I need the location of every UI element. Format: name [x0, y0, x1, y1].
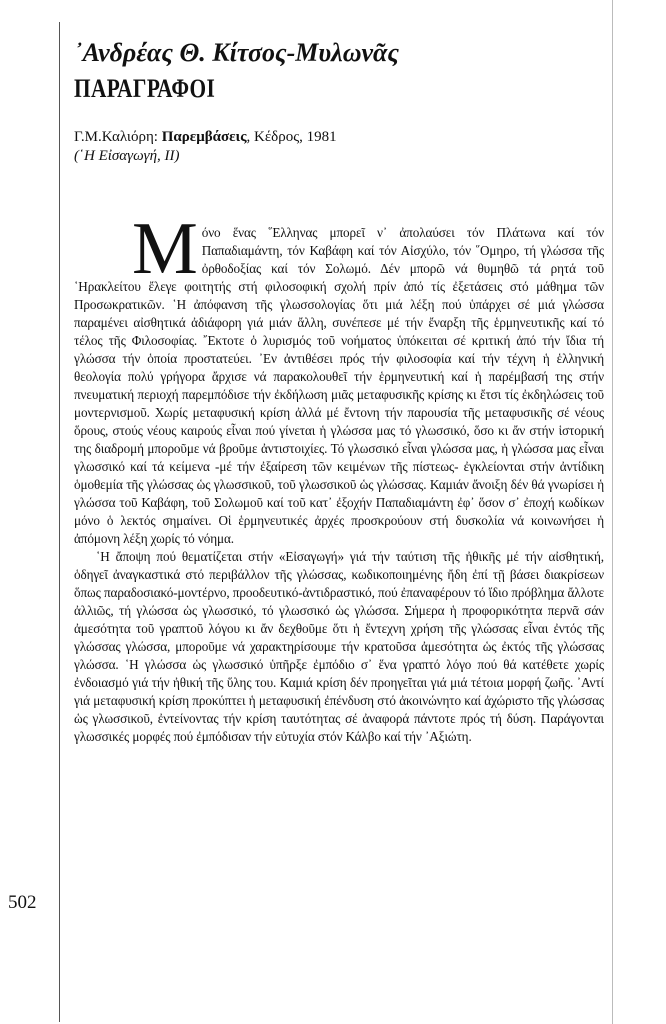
page-number: 502 — [8, 892, 37, 913]
paragraph-1-text: όνο ἕνας ῞Ελληνας μπορεῖ ν᾿ ἀπολαύσει τόν Πλάτωνα καί τόν Παπαδιαμάντη, τόν Καβάφη καί τόν Αἰσχύλο, τόν ῞Ομηρο, τή γλώσσα τῆς ὀρθοδοξίας καί τόν Σολωμό. Δέν μπορῶ νά θυμηθῶ τά ρητά τοῦ ῾Ηρακλείτου ἔλεγε φοιτητής στή φιλοσοφική σχολή πρίν ἀπό τίς ἐξετάσεις στό μάθημα τῶν Προσωκρατικῶν. ῾Η ἀπόφανση τῆς γλωσσολογίας ὅτι μιά λέξη πού ὑπάρχει σέ μιά γλώσσα παραμένει αἰσθητικά ἀδιάφορη γιά μιάν ἄλλη, συνέπεσε μέ τήν ἔναρξη τῆς ἑρμηνευτικῆς καί τό τέλος τῆς Φιλοσοφίας. ῎Εκτοτε ὁ λυρισμός τοῦ νοήματος ὑπόκειται σέ κριτική ἀπό τήν ἴδια τή γλώσσα τήν ὁποία προστατεύει. ᾿Εν ἀντιθέσει πρός τήν φιλοσοφία καί τήν τέχνη ἡ ἑλληνική θεολογία πολύ γρήγορα ἄρχισε νά παρακολουθεῖ τήν ἑρμηνευτική καί ἡ παρέμβασή της στήν πνευματική περιοχή παρεμπόδισε τήν ἐκδήλωση μιᾶς μεταφυσικῆς κρίσης κι ἔτσι τίς ἐκδηλώσεις τοῦ μοντερνισμοῦ. Χωρίς μεταφυσική κρίση ἀλλά μέ ἔντονη τήν παρουσία τῆς μεταφυσικῆς σέ νέους ὅρους, στούς νέους καιρούς εἶναι πού γίνεται ἡ γλώσσα μας τό γλωσσικό, ὅσο κι ἄν στήν ἱστορική της διαδρομή μποροῦμε νά βροῦμε ἀντιστοιχίες. Τό γλωσσικό εἶναι γλώσσα μας, ἡ γλώσσα μας εἶναι γλωσσικό καί τά κείμενα -μέ τήν ἐξαίρεση τῶν κειμένων τῆς πίστεως- ἐγκλείονται στήν ἀντίδικη ὁμοθεμία τῆς γλώσσας ὡς γλωσσικοῦ, τοῦ γλωσσικοῦ ὡς γλώσσας. Καμιάν ἄνοιξη δέν θά γνωρίσει ἡ γλώσσα τοῦ Καβάφη, τοῦ Σολωμοῦ καί τοῦ κατ᾿ ἐξοχήν Παπαδιαμάντη ἐφ᾿ ὅσον σ᾿ ἐποχή κωδίκων μόνο ὁ λεκτός σημαίνει. Οἱ ἑρμηνευτικές ἀρχές προσκρούουν στή δυσκολία νά κοινωνήσει ἡ ἀπόμονη λέξη χωρίς τό νόημα. — [74, 225, 604, 546]
source-author: Γ.Μ.Καλιόρη: — [74, 129, 162, 145]
source-note: (῾Η Εἰσαγωγή, ΙΙ) — [74, 148, 180, 164]
source-publisher-year: , Κέδρος, 1981 — [246, 129, 337, 145]
article — [74, 38, 604, 746]
article-title: ΠΑΡΑΓΡΑΦΟΙ — [74, 74, 216, 103]
left-margin-rule — [59, 22, 60, 1022]
drop-cap: Μ — [132, 208, 198, 290]
author-name: ᾿Ανδρέας Θ. Κίτσος-Μυλωνᾶς — [74, 38, 400, 67]
right-page-edge — [612, 0, 613, 1024]
article-body — [74, 208, 604, 746]
source-work-title: Παρεμβάσεις — [161, 129, 247, 145]
body-paragraph-2: ῾Η ἄποψη πού θεματίζεται στήν «Εἰσαγωγή» γιά τήν ταύτιση τῆς ἠθικῆς μέ τήν αἰσθητική, ὁδηγεῖ ἀναγκαστικά στό περιβάλλον τῆς γλώσσας, κωδικοποιημένης ἤδη ἐπί τῇ βάσει διακρίσεων ὅπως παραδοσιακό-μοντέρνο, προοδευτικό-ἀντιδραστικό, πού ἐπαναφέρουν τό ἴδιο πρόβλημα ἄλλοτε ἀλλιῶς, τή γλώσσα ὡς γλωσσικό, τό γλωσσικό ὡς γλώσσα. Σήμερα ἡ προφορικότητα περνᾶ σάν ἀμεσότητα τοῦ γραπτοῦ λόγου κι ἄν δεχθοῦμε ὅτι ἡ ἔντεχνη χρήση τῆς γλώσσας εἶναι ἐντός τῆς γλώσσας γλώσσα, μποροῦμε νά χαρακτηρίσουμε τήν κρατοῦσα ἀμεσότητα ὡς ἐκτός τῆς γλώσσας γλώσσα. ῾Η γλώσσα ὡς γλωσσικό ὑπῆρξε ἐμπόδιο σ᾿ ἕνα γραπτό λόγο πού θά κατέθετε χωρίς ἐνδοιασμό γιά τήν ἠθική τῆς ὕλης του. Καμιά κρίση δέν προηγεῖται γιά μιά τέτοια μορφή ζωῆς. ᾿Αντί γιά μεταφυσική κρίση προκύπτει ἡ μεταφυσική ἐπένδυση στό ἀκοινώνητο καί ἀχώριστο τῆς γλώσσας ὡς γλωσσικοῦ, ἐντείνοντας τήν κρίση ταυτότητας σέ ἀναφορά πάντοτε πρός τή δύση. Παράγονται γλωσσικές μορφές πού ἐμπόδισαν τήν εὐτυχία στόν Κάλβο καί τήν ᾿Αξιώτη. — [74, 549, 604, 744]
body-paragraph-1 — [74, 208, 604, 548]
source-citation — [74, 128, 604, 147]
